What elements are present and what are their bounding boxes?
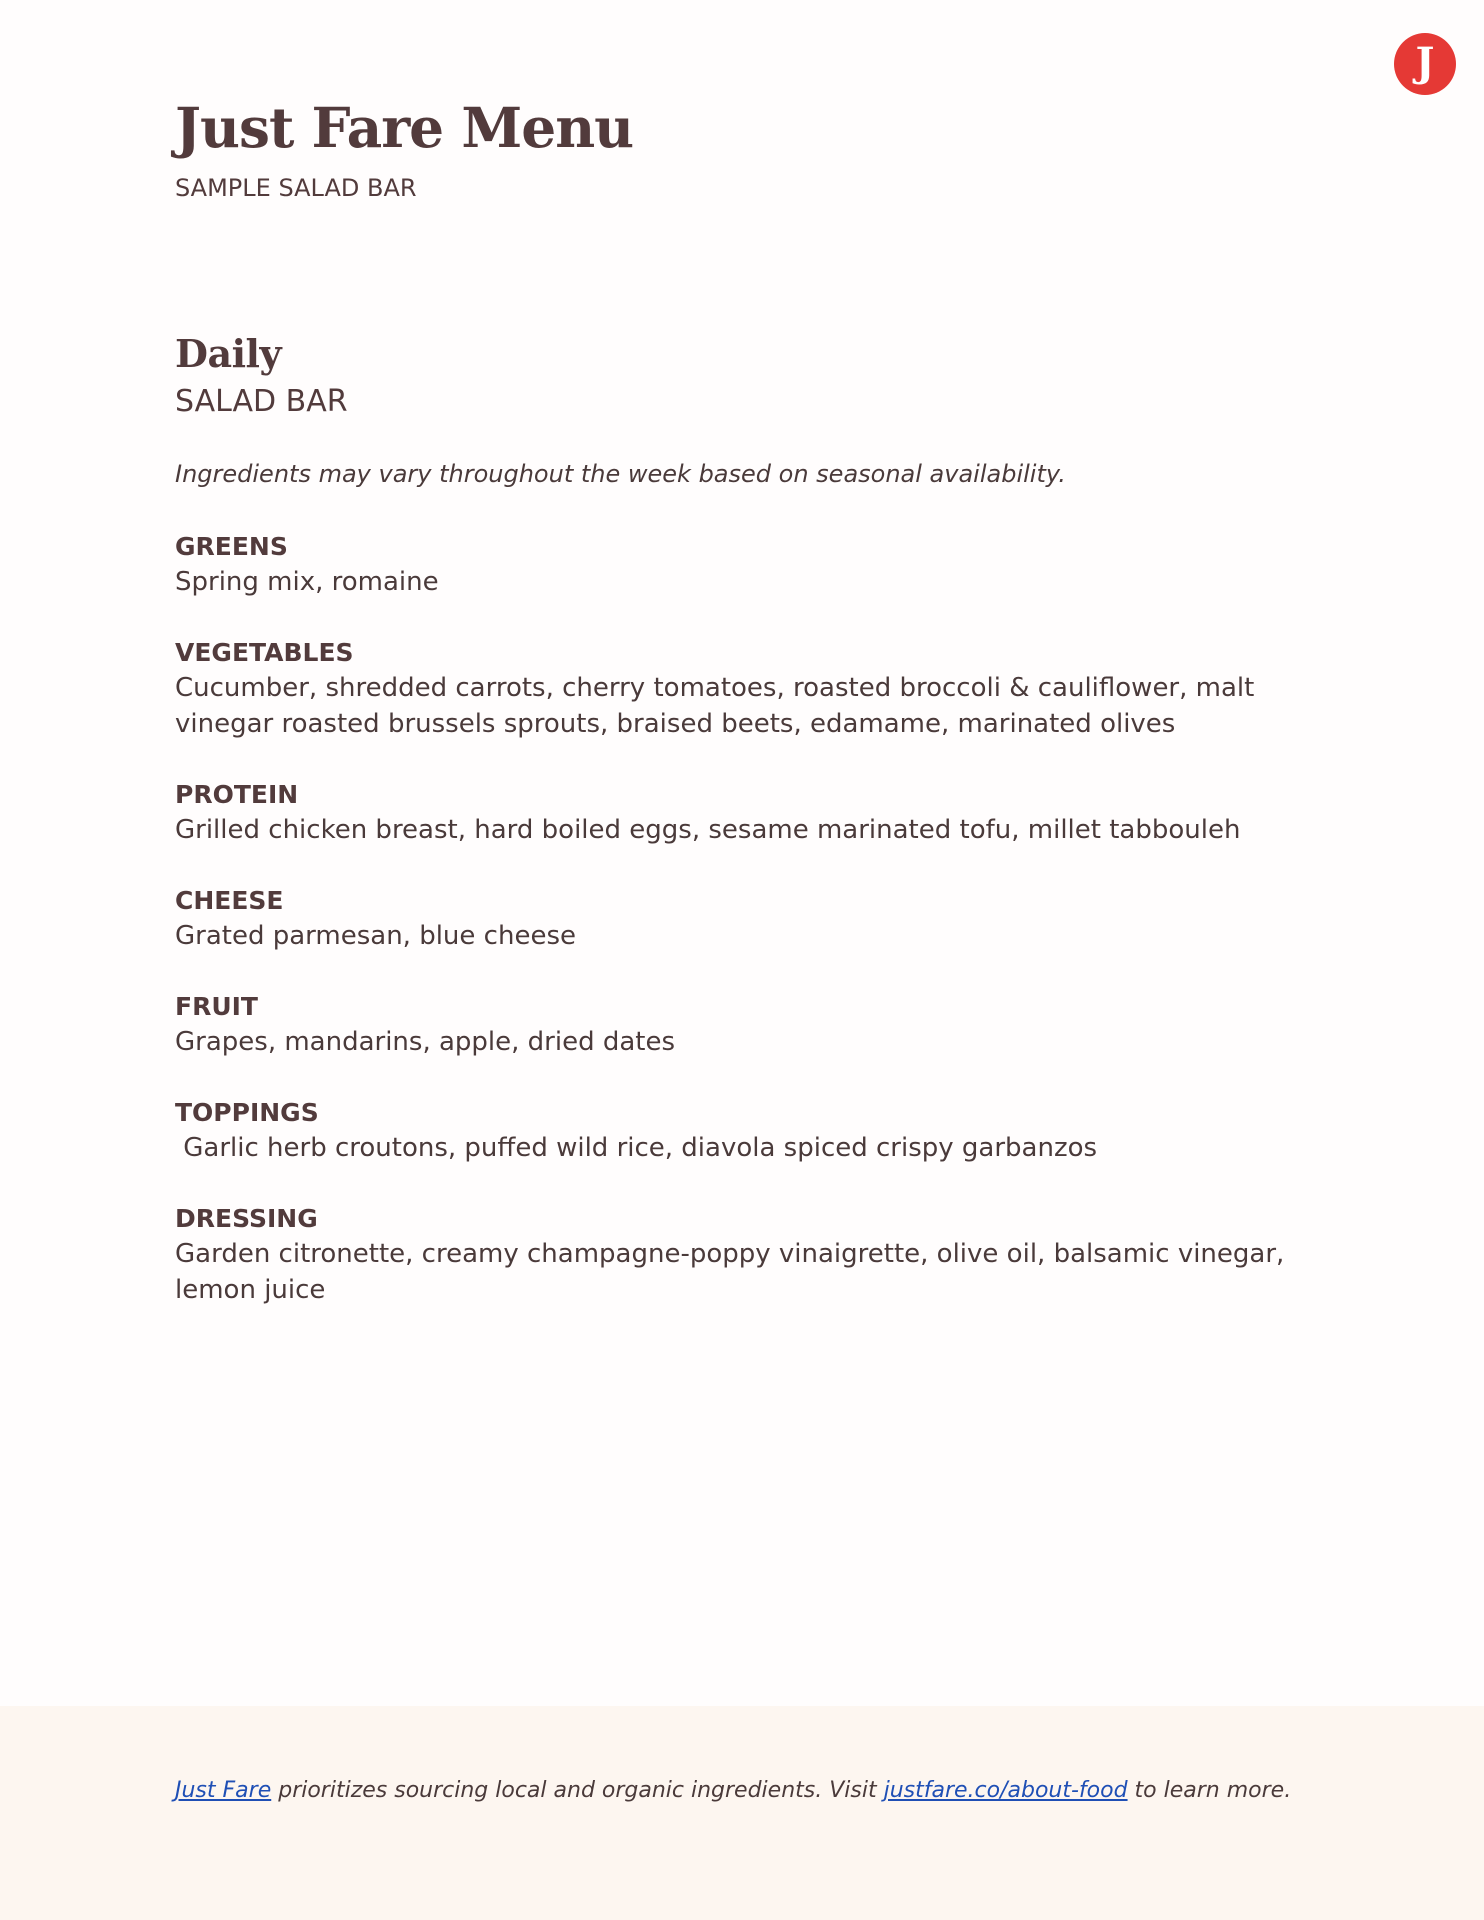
page-title: Just Fare Menu (175, 95, 634, 160)
category-greens (175, 530, 1335, 600)
section-subtitle: SALAD BAR (175, 384, 348, 419)
footer-band (0, 1706, 1484, 1920)
category-items: Cucumber, shredded carrots, cherry tomatoes, roasted broccoli & cauliflower, malt vinegar roasted brussels sprouts, braised beets, edamame, marinated olives (175, 673, 1263, 739)
category-items: Garden citronette, creamy champagne-poppy vinaigrette, olive oil, balsamic vinegar, lemon juice (175, 1239, 1293, 1305)
about-food-link[interactable]: justfare.co/about-food (883, 1778, 1128, 1803)
footer-text-part-2: to learn more. (1127, 1778, 1292, 1803)
footer-text-part-1: prioritizes sourcing local and organic ingredients. Visit (271, 1778, 884, 1803)
category-items: Spring mix, romaine (175, 567, 439, 597)
category-items: Grated parmesan, blue cheese (175, 921, 576, 951)
page-subtitle: SAMPLE SALAD BAR (175, 174, 417, 202)
section-title: Daily (175, 331, 282, 376)
footer-text (175, 1775, 1291, 1807)
category-items: Garlic herb croutons, puffed wild rice, diavola spiced crispy garbanzos (175, 1133, 1098, 1163)
just-fare-logo (1394, 33, 1456, 95)
category-items: Grilled chicken breast, hard boiled eggs, sesame marinated tofu, millet tabbouleh (175, 815, 1241, 845)
category-name: GREENS (175, 532, 288, 561)
category-name: VEGETABLES (175, 638, 354, 667)
logo-letter: J (1415, 39, 1435, 86)
just-fare-link[interactable]: Just Fare (175, 1778, 272, 1803)
category-vegetables (175, 636, 1335, 742)
category-items: Grapes, mandarins, apple, dried dates (175, 1027, 676, 1057)
category-protein (175, 778, 1335, 848)
availability-note: Ingredients may vary throughout the week based on seasonal availability. (175, 460, 1066, 488)
category-name: CHEESE (175, 886, 284, 915)
category-name: DRESSING (175, 1204, 318, 1233)
menu-categories (175, 530, 1335, 1344)
category-dressing (175, 1202, 1335, 1308)
category-cheese (175, 884, 1335, 954)
category-name: TOPPINGS (175, 1098, 319, 1127)
category-name: FRUIT (175, 992, 258, 1021)
category-name: PROTEIN (175, 780, 299, 809)
category-toppings (175, 1096, 1335, 1166)
category-fruit (175, 990, 1335, 1060)
